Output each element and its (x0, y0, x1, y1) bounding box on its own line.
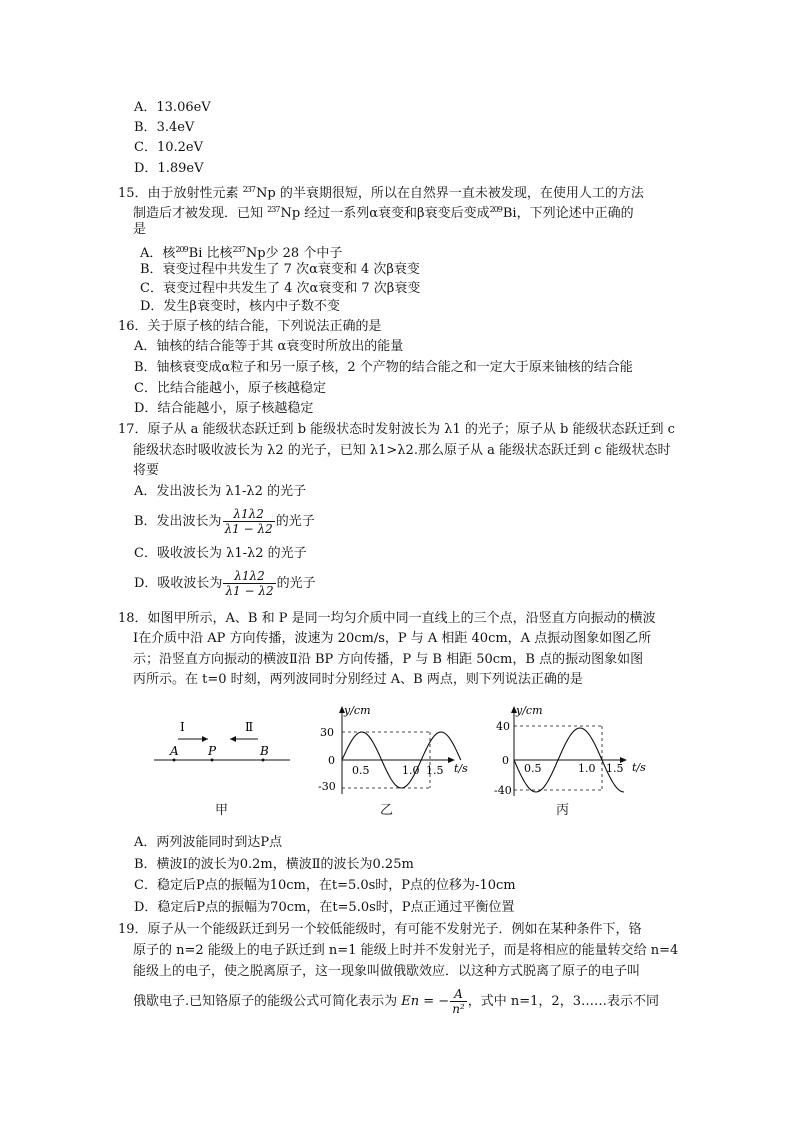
q18-option-d: D．稳定后P点的振幅为70cm，在t=5.0s时，P点正通过平衡位置 (134, 900, 515, 915)
point-a-label: A (170, 744, 179, 758)
bing-t2: 1.0 (578, 762, 596, 775)
yi-t3: 1.5 (426, 764, 444, 777)
q15-option-d: D．发生β衰变时，核内中子数不变 (140, 299, 340, 314)
figure-yi-label: 乙 (380, 803, 394, 818)
q14-option-d: D．1.89eV (134, 161, 204, 176)
q17-stem-line-2: 能级状态时吸收波长为 λ2 的光子，已知 λ1>λ2.那么原子从 a 能级状态跃迁到 c 能级状态时 (133, 443, 671, 458)
q15-option-c: C．衰变过程中共发生了 4 次α衰变和 7 次β衰变 (140, 281, 421, 296)
q15-stem-line-3: 是 (133, 222, 147, 237)
bing-ymax: 40 (496, 720, 510, 733)
q18-stem-line-3: 示；沿竖直方向振动的横波Ⅱ沿 BP 方向传播，P 与 B 相距 50cm，B 点的振动图象如图 (133, 652, 644, 667)
yi-ymin: -30 (318, 780, 336, 793)
q14-option-c: C．10.2eV (134, 140, 203, 155)
point-p (211, 759, 214, 762)
q15-stem-line-1: 15．由于放射性元素 $^{237}$Np 的半衰期很短，所以在自然界一直未被发现，在使用人工的方法 (118, 185, 644, 201)
q18-option-b: B．横波Ⅰ的波长为0.2m，横波Ⅱ的波长为0.25m (134, 857, 414, 872)
q15-option-b: B．衰变过程中共发生了 7 次α衰变和 4 次β衰变 (140, 262, 420, 277)
q17-option-b: B．发出波长为 $\frac{\lambda 1\lambda 2}{\lambda 1 - \lambda 2}$ 的光子 (134, 507, 315, 536)
q19-stem-line-2: 原子的 n=2 能级上的电子跃迁到 n=1 能级上时并不发射光子，而是将相应的能量转交给 n=4 (133, 943, 679, 958)
q15-stem-line-2: 制造后才被发现．已知 $^{237}$Np 经过一系列α衰变和β衰变后变成$^{209}$Bi，下列论述中正确的 (133, 205, 634, 221)
q17-option-d: D．吸收波长为 $\frac{\lambda 1\lambda 2}{\lambda 1 - \lambda 2}$ 的光子 (134, 569, 316, 598)
point-b (262, 759, 265, 762)
bing-t3: 1.5 (606, 762, 624, 775)
yi-ylabel: y/cm (344, 704, 371, 717)
q16-option-d: D．结合能越小，原子核越稳定 (134, 401, 314, 416)
yi-t2: 1.0 (402, 764, 420, 777)
wave-1-label: Ⅰ (180, 720, 185, 734)
q15-option-a: A．核$^{209}$Bi 比核$^{237}$Np少 28 个中子 (140, 245, 343, 261)
q18-stem-line-2: Ⅰ在介质中沿 AP 方向传播，波速为 20cm/s，P 与 A 相距 40cm，A 点振动图象如图乙所 (133, 631, 652, 646)
q18-option-c: C．稳定后P点的振幅为10cm，在t=5.0s时，P点的位移为-10cm (134, 878, 516, 893)
figure-bing (494, 704, 654, 800)
point-b-label: B (260, 744, 269, 758)
q17-option-d-fraction: $\frac{\lambda 1\lambda 2}{\lambda 1 - \lambda 2}$ (225, 569, 274, 598)
q17-stem-line-3: 将要 (133, 463, 160, 478)
q18-stem-line-4: 丙所示。在 t=0 时刻，两列波同时分别经过 A、B 两点，则下列说法正确的是 (133, 672, 583, 687)
q17-option-c: C．吸收波长为 λ1-λ2 的光子 (134, 546, 307, 561)
q14-option-a: A．13.06eV (134, 100, 211, 115)
q17-option-b-fraction: $\frac{\lambda 1\lambda 2}{\lambda 1 - \lambda 2}$ (224, 507, 273, 536)
point-a (173, 759, 176, 762)
yi-zero: 0 (328, 754, 335, 767)
yi-t1: 0.5 (352, 764, 370, 777)
figure-jia-label: 甲 (215, 803, 229, 818)
q14-option-b: B．3.4eV (134, 120, 195, 135)
bing-ymin: -40 (494, 784, 512, 797)
figure-yi (318, 704, 468, 800)
q16-stem: 16．关于原子核的结合能，下列说法正确的是 (118, 319, 382, 334)
figure-bing-label: 丙 (556, 803, 570, 818)
q19-stem-line-4: 俄歇电子.已知铬原子的能级公式可简化表示为 En = − $\frac{A}{\text{n²}}$ ，式中 n=1，2，3……表示不同 (133, 987, 659, 1016)
q19-stem-line-1: 19．原子从一个能级跃迁到另一个较低能级时，有可能不发射光子．例如在某种条件下，铬 (118, 922, 642, 937)
yi-xlabel: t/s (454, 762, 468, 775)
q16-option-a: A．铀核的结合能等于其 α衰变时所放出的能量 (134, 339, 404, 354)
point-p-label: P (208, 744, 217, 758)
bing-xlabel: t/s (632, 761, 646, 774)
bing-zero: 0 (502, 754, 509, 767)
q17-stem-line-1: 17．原子从 a 能级状态跃迁到 b 能级状态时发射波长为 λ1 的光子；原子从 b 能级状态跃迁到 c (118, 422, 675, 437)
q19-formula-fraction: $\frac{A}{\text{n²}}$ (452, 987, 465, 1016)
q19-stem-line-3: 能级上的电子，使之脱离原子，这一现象叫做俄歇效应．以这种方式脱离了原子的电子叫 (133, 964, 641, 979)
bing-t1: 0.5 (524, 762, 542, 775)
bing-ylabel: y/cm (516, 704, 543, 717)
q16-option-b: B．铀核衰变成α粒子和另一原子核，2 个产物的结合能之和一定大于原来铀核的结合能 (134, 360, 633, 375)
q17-option-a: A．发出波长为 λ1-λ2 的光子 (134, 484, 307, 499)
q18-stem-line-1: 18．如图甲所示，A、B 和 P 是同一均匀介质中同一直线上的三个点，沿竖直方向振动的横波 (118, 611, 656, 626)
yi-ymax: 30 (320, 726, 334, 739)
wave-2-label: Ⅱ (245, 720, 254, 734)
q16-option-c: C．比结合能越小，原子核越稳定 (134, 381, 326, 396)
figure-jia (150, 715, 300, 775)
q18-option-a: A．两列波能同时到达P点 (134, 835, 283, 850)
